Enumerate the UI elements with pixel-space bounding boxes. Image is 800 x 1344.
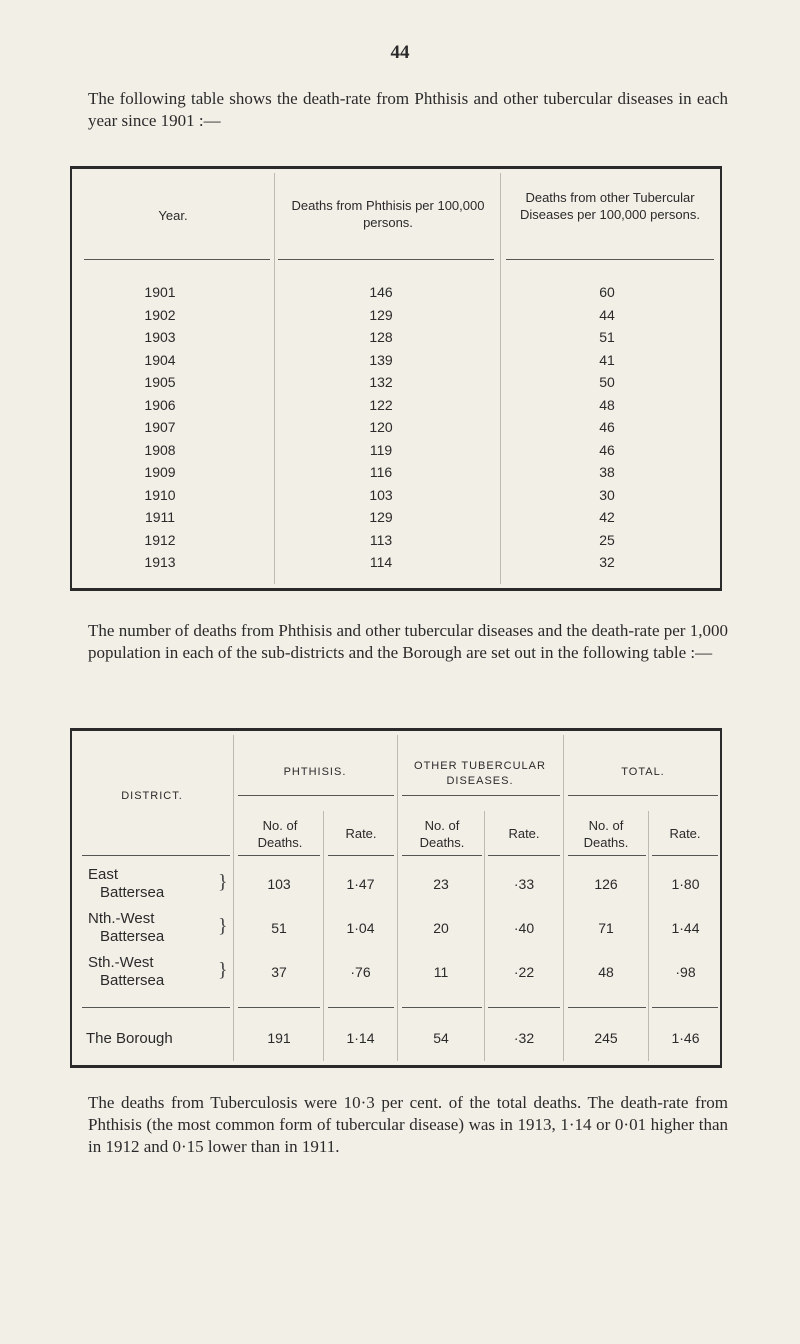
page-number: 44 (390, 42, 410, 63)
borough-rule (568, 1007, 646, 1008)
subheader-phthisis-deaths: No. of Deaths. (257, 818, 303, 850)
phthisis-deaths-cell: 37 (271, 964, 287, 980)
other-deaths-cell: 23 (433, 876, 449, 892)
subheader-other-deaths: No. of Deaths. (419, 818, 465, 850)
other-deaths-cell: 54 (433, 1030, 449, 1046)
phthisis-rate-cell: ·76 (350, 964, 371, 980)
year-cell: 1913 (144, 554, 176, 570)
phthisis-deaths-cell: 191 (267, 1030, 291, 1046)
year-column (100, 281, 220, 574)
total-deaths-cell: 71 (598, 920, 614, 936)
phthisis-rate-cell: 132 (369, 374, 393, 390)
district-name-line2: Battersea (100, 928, 165, 945)
other-tubercular-rate-cell: 38 (599, 464, 615, 480)
other-tubercular-rate-cell: 42 (599, 509, 615, 525)
total-deaths-cell: 245 (594, 1030, 618, 1046)
year-cell: 1901 (144, 284, 176, 300)
group-rule (402, 795, 560, 796)
group-rule (238, 795, 394, 796)
phthisis-rate-cell: 1·14 (346, 1030, 375, 1046)
phthisis-rate-cell: 119 (369, 441, 393, 458)
phthisis-rate-cell: 1·04 (346, 920, 375, 936)
borough-rule (82, 1007, 230, 1008)
header-rule (328, 855, 394, 856)
column-divider (274, 173, 275, 584)
header-total-group: TOTAL. (621, 766, 665, 778)
phthisis-rate-cell: 103 (369, 486, 393, 503)
header-phthisis: Deaths from Phthisis per 100,000 persons. (291, 198, 485, 230)
phthisis-rate-cell: 129 (369, 509, 393, 525)
year-cell: 1904 (144, 351, 176, 368)
header-rule (402, 855, 482, 856)
header-rule (488, 855, 560, 856)
year-cell: 1907 (144, 419, 176, 435)
brace: } (218, 915, 228, 937)
column-divider (563, 735, 564, 1061)
phthisis-rate-cell: 120 (369, 419, 393, 435)
district-name-line2: Battersea (100, 884, 165, 901)
borough-label: The Borough (86, 1030, 173, 1047)
total-deaths-cell: 126 (594, 876, 618, 892)
other-deaths-cell: 11 (433, 964, 449, 980)
phthisis-rate-cell: 122 (369, 396, 393, 413)
phthisis-rate-cell: 116 (369, 464, 393, 480)
phthisis-rate-cell: 114 (369, 554, 393, 570)
other-tubercular-rate-cell: 48 (599, 396, 615, 413)
year-cell: 1906 (144, 396, 176, 413)
other-tubercular-rate-cell: 50 (599, 374, 615, 390)
phthisis-rate-cell: 129 (369, 306, 393, 323)
column-divider (500, 173, 501, 584)
other-rate-cell: ·40 (513, 920, 535, 936)
column-divider (397, 735, 398, 1061)
other-deaths-cell: 20 (433, 920, 449, 936)
other-tubercular-rate-cell: 25 (599, 531, 615, 548)
other-tubercular-rate-cell: 46 (599, 441, 615, 458)
group-rule (568, 795, 718, 796)
other-tubercular-column (542, 281, 672, 574)
other-tubercular-rate-cell: 46 (599, 419, 615, 435)
yearly-death-rate-table (70, 166, 722, 591)
phthisis-rate-cell: 128 (369, 329, 393, 345)
other-rate-cell: ·32 (513, 1030, 535, 1046)
brace: } (218, 871, 228, 893)
borough-rule (238, 1007, 320, 1008)
intro-paragraph-1: The following table shows the death-rate from Phthisis and other tubercular diseases in each year since 1901 :— (88, 89, 728, 130)
total-rate-cell: ·98 (675, 964, 696, 980)
header-rule (82, 855, 230, 856)
header-other-tubercular: Deaths from other Tubercular Diseases per 100,000 persons. (520, 190, 700, 222)
year-cell: 1905 (144, 374, 176, 390)
other-rate-cell: ·22 (513, 964, 535, 980)
other-rate-cell: ·33 (513, 876, 535, 892)
subheader-phthisis-rate: Rate. (345, 826, 377, 841)
borough-rule (328, 1007, 394, 1008)
year-cell: 1908 (144, 441, 176, 458)
header-district: DISTRICT. (121, 790, 183, 802)
subheader-total-rate: Rate. (669, 826, 701, 841)
other-tubercular-rate-cell: 41 (599, 351, 615, 368)
header-rule (506, 259, 714, 260)
total-rate-cell: 1·44 (671, 920, 700, 936)
year-cell: 1903 (144, 329, 176, 345)
brace: } (218, 959, 228, 981)
district-name-line1: Sth.-West (88, 954, 154, 971)
borough-rule (402, 1007, 482, 1008)
intro-paragraph-2: The number of deaths from Phthisis and other tubercular diseases and the death-rate per 1,000 population in each of the sub-districts and the Borough are set out in the following table :— (88, 621, 728, 662)
header-rule (568, 855, 646, 856)
column-divider (648, 811, 649, 1061)
other-tubercular-rate-cell: 44 (599, 306, 615, 323)
district-death-table (70, 728, 722, 1068)
header-year: Year. (158, 208, 188, 223)
total-rate-cell: 1·80 (671, 876, 700, 892)
total-deaths-cell: 48 (598, 964, 614, 980)
other-tubercular-rate-cell: 60 (599, 284, 615, 300)
closing-paragraph: The deaths from Tuberculosis were 10·3 per cent. of the total deaths. The death-rate from Phthisis (the most common form of tubercular disease) was in 1913, 1·14 or 0·01 higher than in 1912 and 0·15 lower than in 1911. (88, 1093, 728, 1156)
column-divider (484, 811, 485, 1061)
year-cell: 1911 (144, 509, 176, 525)
borough-rule (488, 1007, 560, 1008)
header-other-group: OTHER TUBERCULAR DISEASES. (414, 760, 546, 787)
column-divider (233, 735, 234, 1061)
year-cell: 1902 (144, 306, 176, 323)
header-rule (652, 855, 718, 856)
borough-rule (652, 1007, 718, 1008)
header-rule (84, 259, 270, 260)
year-cell: 1910 (144, 486, 176, 503)
phthisis-column (316, 281, 446, 574)
other-tubercular-rate-cell: 32 (599, 554, 615, 570)
phthisis-rate-cell: 139 (369, 351, 393, 368)
subheader-other-rate: Rate. (508, 826, 540, 841)
other-tubercular-rate-cell: 51 (599, 329, 615, 345)
subheader-total-deaths: No. of Deaths. (583, 818, 629, 850)
header-phthisis-group: PHTHISIS. (283, 766, 347, 778)
phthisis-rate-cell: 113 (369, 531, 393, 548)
district-name-line1: East (88, 866, 119, 883)
header-rule (238, 855, 320, 856)
phthisis-deaths-cell: 103 (267, 876, 291, 892)
district-name-line2: Battersea (100, 972, 165, 989)
header-rule (278, 259, 494, 260)
district-name-line1: Nth.-West (88, 910, 155, 927)
year-cell: 1909 (144, 464, 176, 480)
phthisis-rate-cell: 146 (369, 284, 393, 300)
year-cell: 1912 (144, 531, 176, 548)
phthisis-deaths-cell: 51 (271, 920, 287, 936)
column-divider (323, 811, 324, 1061)
other-tubercular-rate-cell: 30 (599, 486, 615, 503)
total-rate-cell: 1·46 (671, 1030, 700, 1046)
phthisis-rate-cell: 1·47 (346, 876, 375, 892)
